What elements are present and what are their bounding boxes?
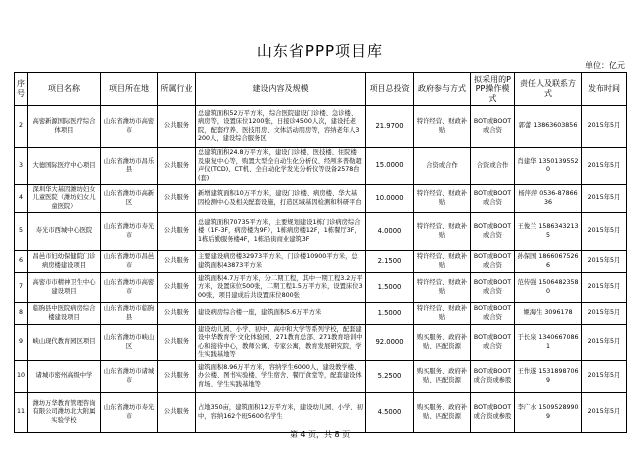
- cell-name: 临朐县中医院病房综合楼建设项目: [28, 303, 101, 325]
- cell-date: 2015年5月: [582, 393, 627, 433]
- cell-content: 建筑面积4.7万平方米，分二期工程，其中一期工程3.2万平方米，设置床位500张，二期工程1.5万平方米，设置床位300张，项目建成后共设置床位800张: [196, 273, 366, 303]
- cell-investment: 2.1500: [366, 251, 414, 273]
- header-content: 建设内容及规模: [196, 73, 366, 106]
- cell-location: 山东省潍坊市高新区: [101, 185, 158, 213]
- cell-name: 大德国际医疗中心项目: [28, 148, 101, 185]
- cell-contact: 王俊兰 15863432135: [515, 213, 582, 251]
- cell-location: 山东省潍坊市寿光市: [101, 213, 158, 251]
- cell-industry: 公共服务: [158, 148, 196, 185]
- cell-date: 2015年5月: [582, 325, 627, 361]
- cell-no: 8: [15, 303, 28, 325]
- cell-industry: 公共服务: [158, 273, 196, 303]
- cell-date: 2015年5月: [582, 148, 627, 185]
- cell-investment: 4.0000: [366, 213, 414, 251]
- cell-ppp-mode: BOT或BOOT或合资: [471, 213, 515, 251]
- cell-ppp-mode: BOT或BOOT或合资: [471, 106, 515, 148]
- cell-ppp-mode: BOT或BOOT或合资: [471, 185, 515, 213]
- header-name: 项目名称: [28, 73, 101, 106]
- cell-contact: 姬海生 3096178: [515, 303, 582, 325]
- table-row: [15, 106, 627, 148]
- table-row: [15, 303, 627, 325]
- header-location: 项目所在地: [101, 73, 158, 106]
- table-row: [15, 325, 627, 361]
- table-row: [15, 393, 627, 433]
- cell-investment: 1.5000: [366, 303, 414, 325]
- cell-no: 10: [15, 361, 28, 393]
- header-ppp-mode: 拟采用的PPP操作模式: [471, 73, 515, 106]
- cell-no: 9: [15, 325, 28, 361]
- cell-gov-participation: 购买服务、政府补贴、匹配资源: [414, 325, 471, 361]
- cell-gov-participation: 特许经营、财政补贴: [414, 106, 471, 148]
- header-date: 发布时间: [582, 73, 627, 106]
- cell-investment: 1.5000: [366, 273, 414, 303]
- header-investment: 项目总投资: [366, 73, 414, 106]
- cell-investment: 15.0000: [366, 148, 414, 185]
- cell-date: 2015年5月: [582, 106, 627, 148]
- cell-name: 峡山现代教育园区项目: [28, 325, 101, 361]
- cell-contact: 于长泉 13406670861: [515, 325, 582, 361]
- cell-industry: 公共服务: [158, 213, 196, 251]
- cell-location: 山东省潍坊市临朐县: [101, 303, 158, 325]
- cell-content: 主要建设病房楼32973平方米，门诊楼10900平方米，总建筑面积43873平方米: [196, 251, 366, 273]
- cell-no: 7: [15, 273, 28, 303]
- cell-industry: 公共服务: [158, 393, 196, 433]
- cell-ppp-mode: BOT或BOOT或合资: [471, 251, 515, 273]
- table-header-row: [15, 73, 627, 106]
- cell-gov-participation: 特许经营、财政补贴: [414, 303, 471, 325]
- cell-industry: 公共服务: [158, 185, 196, 213]
- cell-contact: 郭蕾 13863603856: [515, 106, 582, 148]
- cell-investment: 92.0000: [366, 325, 414, 361]
- cell-location: 山东省潍坊市峡山区: [101, 325, 158, 361]
- table-row: [15, 185, 627, 213]
- table-row: [15, 361, 627, 393]
- cell-no: 6: [15, 251, 28, 273]
- cell-location: 山东省潍坊市昌邑市: [101, 251, 158, 273]
- cell-contact: 王作遂 15318987069: [515, 361, 582, 393]
- cell-name: 潍坊万华教育管理咨询有限公司潍坊北大附属实验学校: [28, 393, 101, 433]
- cell-location: 山东省潍坊市高密市: [101, 106, 158, 148]
- cell-content: 建设病房综合楼一座，建筑面积5.6万平方米: [196, 303, 366, 325]
- cell-date: 2015年5月: [582, 361, 627, 393]
- table-row: [15, 273, 627, 303]
- cell-industry: 公共服务: [158, 303, 196, 325]
- cell-gov-participation: 购买服务、政府补贴、匹配资源: [414, 393, 471, 433]
- cell-no: 4: [15, 185, 28, 213]
- cell-industry: 公共服务: [158, 361, 196, 393]
- cell-content: 新增建筑面积10万平方米，建设门诊楼、病房楼、华大基因检测中心及相关配套设施，打造区域基因检测和科研平台: [196, 185, 366, 213]
- cell-industry: 公共服务: [158, 325, 196, 361]
- cell-ppp-mode: BOT或BOOT或合资: [471, 273, 515, 303]
- cell-content: 建筑面积8.96万平方米，容纳学生6000人，建设教学楼、办公楼、图书实验楼、学生宿舍、餐厅食堂等，配套建设体育场、学生实践基地等: [196, 361, 366, 393]
- cell-contact: 杨萍萍 0536-8786636: [515, 185, 582, 213]
- cell-name: 寿光市西城中心医院: [28, 213, 101, 251]
- cell-location: 山东省潍坊市诸城市: [101, 361, 158, 393]
- cell-ppp-mode: BOT或BOOT或合资或参股: [471, 393, 515, 433]
- page-title: 山东省PPP项目库: [256, 42, 384, 60]
- cell-date: 2015年5月: [582, 213, 627, 251]
- cell-content: 占地350亩，建筑面积12万平方米，建设幼儿园、小学、初中，容纳162个班5600名学生: [196, 393, 366, 433]
- page-footer: 第 4 页，共 8 页: [289, 430, 351, 439]
- cell-name: 高密市市精神卫生中心建设项目: [28, 273, 101, 303]
- cell-gov-participation: 合资或合作: [414, 148, 471, 185]
- cell-industry: 公共服务: [158, 251, 196, 273]
- cell-ppp-mode: BOT或BOOT或合资: [471, 325, 515, 361]
- cell-date: 2015年5月: [582, 251, 627, 273]
- cell-content: 总建筑面积24.8万平方米，建设门诊楼、医技楼、住院楼及康复中心等，购置大型全自动生化分析仪、经颅多普勒超声仪(TCD)、CT机、全自动化学发光分析仪等设备2578台(套): [196, 148, 366, 185]
- table-row: [15, 251, 627, 273]
- cell-date: 2015年5月: [582, 185, 627, 213]
- cell-name: 深圳华大基因潍坊妇女儿童医院（潍坊妇女儿童医院）: [28, 185, 101, 213]
- table-row: [15, 148, 627, 185]
- cell-no: 5: [15, 213, 28, 251]
- ppp-project-table: [14, 72, 627, 433]
- cell-content: 总建筑面积52万平方米，综合医院建设门诊楼、急诊楼、病房等，设置床位1200张，日接诊4500人次，建设托老院，配套疗养、医技用房、文体活动用房等，容纳老年人3200人，建设综合服务区: [196, 106, 366, 148]
- cell-no: 11: [15, 393, 28, 433]
- cell-name: 昌邑市妇幼保健院门诊病房楼建设项目: [28, 251, 101, 273]
- cell-gov-participation: 特许经营、财政补贴: [414, 185, 471, 213]
- header-gov-participation: 政府参与方式: [414, 73, 471, 106]
- cell-investment: 21.9700: [366, 106, 414, 148]
- cell-gov-participation: 特许经营、财政补贴: [414, 251, 471, 273]
- header-no: 序号: [15, 73, 28, 106]
- cell-location: 山东省潍坊市高密市: [101, 273, 158, 303]
- cell-contact: 李广水 15095289909: [515, 393, 582, 433]
- cell-name: 诸城市密州高级中学: [28, 361, 101, 393]
- cell-name: 高密新源国际医疗综合体项目: [28, 106, 101, 148]
- cell-content: 总建筑面积70735平方米，主要规划建设1栋门诊病房综合楼（1F-3F，病房楼为9F），1栋病房楼12F，1栋餐厅3F，1栋后勤服务楼4F，1栋沿街商业建筑3F: [196, 213, 366, 251]
- cell-date: 2015年5月: [582, 303, 627, 325]
- cell-content: 建设幼儿园、小学、初中、高中和大学等系列学校，配套建设中华教育学·文化体验园、271教育总部、271教育培训中心和接待中心，教师公寓、专家公寓，教育发展研究院，学生实践基地等: [196, 325, 366, 361]
- header-industry: 所属行业: [158, 73, 196, 106]
- header-contact: 责任人及联系方式: [515, 73, 582, 106]
- cell-gov-participation: 特许经营、财政补贴: [414, 273, 471, 303]
- cell-gov-participation: 购买服务、政府补贴、匹配资源: [414, 361, 471, 393]
- cell-investment: 4.5000: [366, 393, 414, 433]
- cell-no: 2: [15, 106, 28, 148]
- table-row: [15, 213, 627, 251]
- cell-investment: 10.0000: [366, 185, 414, 213]
- cell-contact: 肖建华 13501395520: [515, 148, 582, 185]
- cell-contact: 范传强 15064823580: [515, 273, 582, 303]
- cell-gov-participation: 特许经营、财政补贴: [414, 213, 471, 251]
- cell-ppp-mode: 合资或合作: [471, 148, 515, 185]
- cell-date: 2015年5月: [582, 273, 627, 303]
- cell-contact: 孙保国 18660675266: [515, 251, 582, 273]
- cell-location: 山东省潍坊市寿光市: [101, 393, 158, 433]
- cell-investment: 5.2500: [366, 361, 414, 393]
- cell-ppp-mode: BOT或BOOT或合资: [471, 303, 515, 325]
- cell-industry: 公共服务: [158, 106, 196, 148]
- cell-no: 3: [15, 148, 28, 185]
- cell-location: 山东省潍坊市昌乐县: [101, 148, 158, 185]
- cell-ppp-mode: BOT或BOOT或合资或参股: [471, 361, 515, 393]
- unit-label: 单位：亿元: [585, 61, 625, 70]
